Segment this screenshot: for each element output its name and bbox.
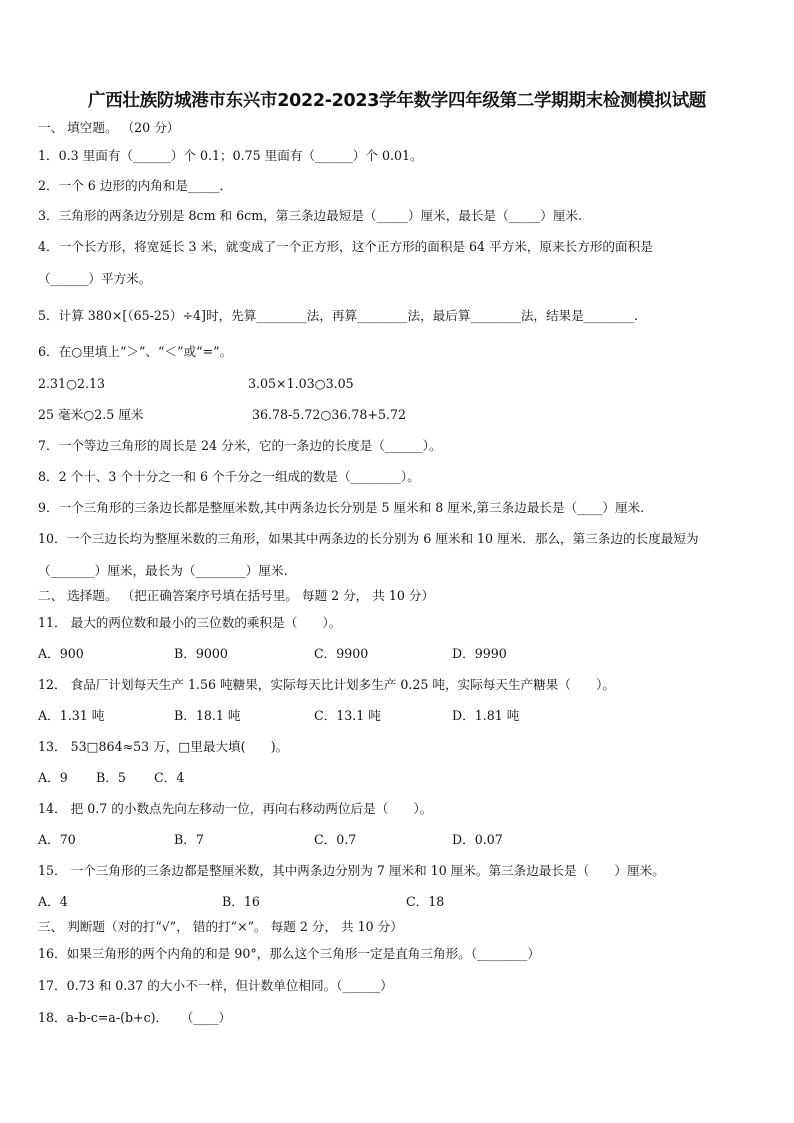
- question-11-option-d: D．9990: [452, 646, 507, 661]
- question-6-item-b: 3.05×1.03○3.05: [248, 376, 354, 391]
- question-18: 18．a-b-c=a-(b+c)． （____）: [38, 1010, 232, 1025]
- question-3: 3．三角形的两条边分别是 8cm 和 6cm，第三条边最短是（_____）厘米，最长是（_____）厘米.: [38, 208, 583, 223]
- question-14-option-a: A．70: [38, 832, 76, 847]
- question-13: 13． 53□864≈53 万，□里最大填( )。: [38, 739, 289, 754]
- question-12-option-b: B．18.1 吨: [174, 708, 241, 723]
- question-17: 17．0.73 和 0.37 的大小不一样，但计数单位相同。（______）: [38, 978, 393, 993]
- question-10-line-1: 10．一个三边长均为整厘米数的三角形，如果其中两条边的长分别为 6 厘米和 10 厘米．那么，第三条边的长度最短为: [38, 531, 699, 546]
- question-14-option-c: C．0.7: [314, 832, 357, 847]
- question-6: 6．在○里填上“＞”、“＜”或“=”。: [38, 344, 233, 359]
- question-14: 14． 把 0.7 的小数点先向左移动一位，再向右移动两位后是（ ）。: [38, 801, 433, 816]
- question-1: 1．0.3 里面有（______）个 0.1；0.75 里面有（______）个 0.01。: [38, 148, 423, 163]
- question-15-option-a: A．4: [38, 894, 68, 909]
- question-10-line-2: （_______）厘米，最长为（________）厘米.: [38, 563, 288, 578]
- question-13-option-a: A．9: [38, 770, 68, 785]
- question-12: 12． 食品厂计划每天生产 1.56 吨糖果，实际每天比计划多生产 0.25 吨，实际每天生产糖果（ ）。: [38, 677, 615, 692]
- question-11: 11． 最大的两位数和最小的三位数的乘积是（ ）。: [38, 615, 342, 630]
- section-3-heading: 三、 判断题（对的打“√”， 错的打“×”。 每题 2 分， 共 10 分）: [38, 919, 403, 934]
- question-4-line-1: 4．一个长方形，将宽延长 3 米，就变成了一个正方形，这个正方形的面积是 64 平方米，原来长方形的面积是: [38, 239, 653, 254]
- question-13-option-b: B．5: [96, 770, 126, 785]
- section-1-heading: 一、 填空题。 （20 分）: [38, 120, 180, 135]
- question-11-option-a: A．900: [38, 646, 84, 661]
- question-15: 15． 一个三角形的三条边都是整厘米数，其中两条边分别为 7 厘米和 10 厘米。第三条边最长是（ ）厘米。: [38, 863, 665, 878]
- question-14-option-d: D．0.07: [452, 832, 503, 847]
- question-5: 5．计算 380×[（65-25）÷4]时，先算________法，再算________法，最后算________法，结果是________.: [38, 308, 639, 323]
- question-13-option-c: C．4: [154, 770, 185, 785]
- question-6-item-d: 36.78-5.72○36.78+5.72: [252, 407, 406, 422]
- question-8: 8．2 个十、3 个十分之一和 6 个千分之一组成的数是（________）。: [38, 469, 420, 484]
- question-2: 2．一个 6 边形的内角和是_____．: [38, 178, 233, 193]
- question-11-option-c: C．9900: [314, 646, 369, 661]
- question-4-line-2: （______）平方米。: [38, 271, 152, 286]
- question-7: 7．一个等边三角形的周长是 24 分米，它的一条边的长度是（______）。: [38, 438, 442, 453]
- question-6-item-a: 2.31○2.13: [38, 376, 106, 391]
- page-title: 广西壮族防城港市东兴市2022-2023学年数学四年级第二学期期末检测模拟试题: [88, 91, 706, 111]
- question-9: 9．一个三角形的三条边长都是整厘米数,其中两条边长分别是 5 厘米和 8 厘米,第三条边最长是（____）厘米.: [38, 500, 645, 515]
- question-12-option-d: D．1.81 吨: [452, 708, 520, 723]
- question-16: 16．如果三角形的两个内角的和是 90°，那么这个三角形一定是直角三角形。（________）: [38, 946, 541, 961]
- question-12-option-c: C．13.1 吨: [314, 708, 381, 723]
- question-15-option-c: C．18: [406, 894, 445, 909]
- question-14-option-b: B．7: [174, 832, 204, 847]
- question-6-item-c: 25 毫米○2.5 厘米: [38, 407, 144, 422]
- question-11-option-b: B．9000: [174, 646, 228, 661]
- section-2-heading: 二、 选择题。 （把正确答案序号填在括号里。 每题 2 分， 共 10 分）: [38, 588, 435, 603]
- question-15-option-b: B．16: [222, 894, 260, 909]
- question-12-option-a: A．1.31 吨: [38, 708, 105, 723]
